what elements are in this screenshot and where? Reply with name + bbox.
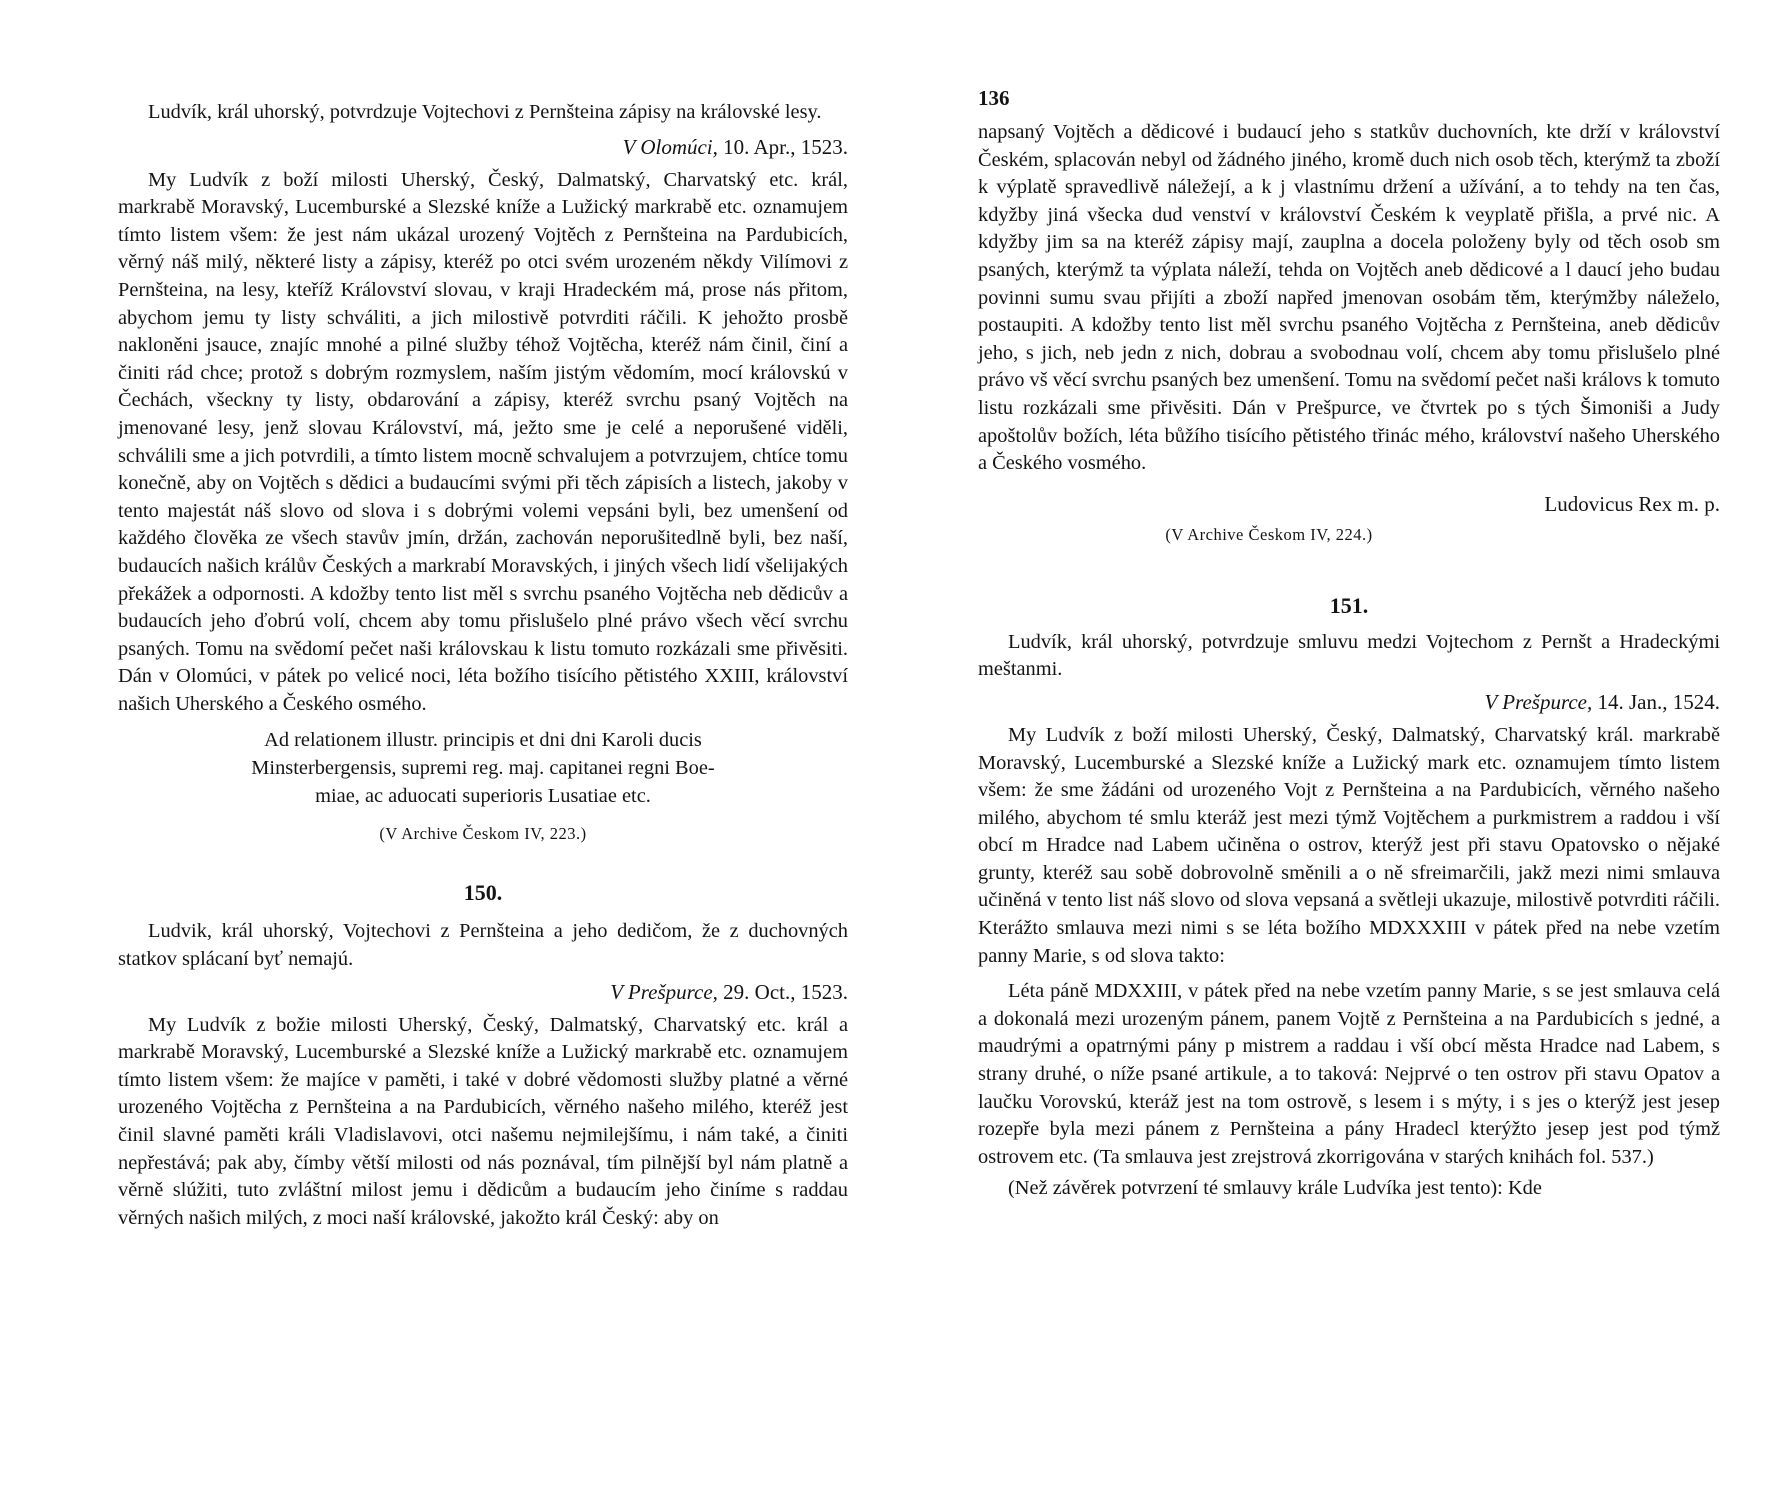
left-page: [118, 0, 848, 1232]
doc-149-dateline: [118, 133, 848, 161]
relatio-line-3: miae, ac aduocati superioris Lusatiae etc.: [315, 785, 651, 808]
doc-149-date: 10. Apr., 1523.: [723, 134, 848, 159]
doc-149-source: (V Archive Českom IV, 223.): [379, 824, 587, 844]
doc-149-heading: Ludvík, král uhorský, potvrdzuje Vojtechovi z Pernšteina zápisy na královské lesy.: [148, 101, 822, 123]
doc-150-source: (V Archive Českom IV, 224.): [1165, 524, 1373, 544]
doc-151-last-line: (Než závěrek potvrzení té smlauvy krále Ludvíka jest tento): Kde: [1008, 1177, 1542, 1200]
signature: Ludovicus Rex m. p.: [1544, 491, 1720, 516]
doc-151-number: 151.: [1329, 592, 1369, 618]
doc-150-body: My Ludvík z božie milosti Uherský, Český, Dalmatský, Charvatský etc. král a markrabě Moravský, Lucemburské a Slezské kníže a Lužický markrabě etc. oznamujem tímto listem všem: že majíce v paměti, i také v dobré vědomosti služby platné a věrné urozeného Vojtěcha z Pernšteina a na Pardubicích, věrného našeho milého, kteréž jest činil slavné paměti králi Vladislavovi, otci našemu nejmilejšímu, i nám také, a činiti nepřestává; pak aby, čímby větší milosti od nás poznával, tím pilnější byl nám platně a věrně slúžiti, tuto zvláštní milost jemu i dědicům a budaucím jeho činíme s raddau věrných našich milých, z moci naší královské, jakožto král Český: aby on: [118, 1013, 848, 1229]
doc-151-dateline: [978, 688, 1720, 716]
doc-151-quote: Léta páně MDXXIII, v pátek před na nebe vzetím panny Marie, s se jest smlauva celá a dokonalá mezi urozeným pánem, panem Vojtě z Pernšteina a na Pardubicích s jedné, a maudrými a opatrnými pány p mistrem a raddau i vší obcí města Hradce nad Labem, s strany druhé, o níže psané artikule, a to taková: Nejprvé o ten ostrov při stavu Opatov a laučku Vorovskú, kteráž jest na tom ostrově, s lesem i s mýty, i s jes o kterýž jest jesep rozepře byla mezi pánem z Pernšteina a pány Hradecl kterýžto jesep jest pod týmž ostrovem etc. (Ta smlauva jest zrejstrová zkorrigována v starých knihách fol. 537.): [978, 980, 1720, 1168]
doc-151-place: V Prešpurce,: [1484, 689, 1593, 714]
doc-151-heading: Ludvík, král uhorský, potvrdzuje smluvu medzi Vojtechom z Pernšt a Hradeckými meštanmi.: [978, 630, 1720, 681]
doc-150-place: V Prešpurce,: [610, 979, 718, 1004]
doc-149-body: My Ludvík z boží milosti Uherský, Český, Dalmatský, Charvatský etc. král, markrabě Moravský, Lucemburské a Slezské kníže a Lužický markrabě etc. oznamujem tímto listem všem: že jest nám ukázal urozený Vojtěch z Pernšteina na Pardubicích, věrný náš milý, některé listy a zápisy, kteréž po otci svém urozeném někdy Vilímovi z Pernšteina, na lesy, kteříž Království slovau, v kraji Hradeckém má, prose nás přitom, abychom jemu ty listy schváliti, a jich milostivě potvrditi ráčili. K jehožto prosbě nakloněni jsauce, znajíc mnohé a pilné služby téhož Vojtěcha, kteréž nám činil, činí a činiti rád chce; protož s dobrým rozmyslem, naším jistým vědomím, mocí královskú v Čechách, všeckny ty listy, obdarování a zápisy, kteréž svrchu psaný Vojtěch na jmenované lesy, jenž slovau Království, má, ježto sme je celé a neporušené viděli, schválili sme a jich potvrdili, a tímto listem mocně schvalujem a potvrzujem, chtíce tomu konečně, aby on Vojtěch s dědici a budaucími svými při těch zápisích a listech, jakoby v tento majestát náš slovo od slova i s dobrými volemi vepsáni byli, bez umenšení od každého člověka ze všech stavův jmín, držán, zachován neporušitedlně byli, bez naší, budaucích našich králův Českých a markrabí Moravských, i jiných všech lidí všelijakých překážek a odpornosti. A kdožby tento list měl s svrchu psaného Vojtěcha neb dědicův a budaucích jeho ďobrú volí, chcem aby tomu přislušelo plné právo všech věcí svrchu psaných. Tomu na svědomí pečet naši královskau k listu tomuto rozkázali sme přivěsiti. Dán v Olomúci, v pátek po velicé noci, léta božího tisícího pětistého XXIII, království našich Uherského a Českého osmého.: [118, 168, 848, 715]
doc-150-date: 29. Oct., 1523.: [723, 979, 848, 1004]
doc-151-body: My Ludvík z boží milosti Uherský, Český, Dalmatský, Charvatský král. markrabě Moravský, Lucemburské a Slezské kníže a Lužický mark etc. oznamujem tímto listem všem: že sme žádáni od urozeného Vojt z Pernšteina a na Pardubicích, věrného našeho milého, abychom té smlu kteráž jest mezi týmž Vojtěchem a purkmistrem a raddou i vší obcí m Hradce nad Labem učiněna o ostrov, kterýž jest při stavu Opatovsko o nějaké grunty, kteréž sau sobě dobrovolně směnili a o ně sfreimarčili, jakž mezi nimi smlauva učiněná v tento list náš slovo od slova vepsaná a světleji ukazuje, milostivě potvrditi ráčili. Kterážto smlauva mezi nimi s se léta božího MDXXXIII v pátek před na nebe vzetím panny Marie, s od slova takto:: [978, 723, 1720, 967]
doc-150-heading: Ludvik, král uhorský, Vojtechovi z Pernšteina a jeho dedičom, že z duchovných statkov splácaní byť nemajú.: [118, 920, 848, 971]
doc-149-place: V Olomúci,: [622, 134, 718, 159]
doc-150-dateline: [118, 978, 848, 1006]
relatio-line-2: Minsterbergensis, supremi reg. maj. capitanei regni Boe-: [251, 757, 715, 780]
relatio-line-1: Ad relationem illustr. principis et dni dni Karoli ducis: [264, 729, 702, 752]
doc-150-continuation: napsaný Vojtěch a dědicové i budaucí jeho s statkův duchovních, kte drží v království Českém, splacován nebyl od žádného jiného, kromě duch nich osob těch, kterýmž ta zboží k výplatě spravedlivě náležejí, a k j vlastnímu držení a užívání, a to tehdy na ten čas, kdyžby jiná všecka dud venství v království Českém k veyplatě přišla, a prvé nic. A kdyžby jim sa na kteréž zápisy mají, zauplna a docela položeny byly od těch osob sm psaných, kterýmž ta výplata náleží, tehda on Vojtěch aneb dědicové a l daucí jeho budau povinni sumu svau přijíti a zboží napřed jmenovan osobám těm, kterýmžby náleželo, postaupiti. A kdožby tento list měl svrchu psaného Vojtěcha z Pernšteina, aneb dědicův jeho, s jich, neb jedn z nich, dobrau a svobodnau volí, chcem aby tomu přislušelo plné právo vš věcí svrchu psaných bez umenšení. Tomu na svědomí pečet naši královs k tomuto listu rozkázali sme přivěsiti. Dán v Prešpurce, ve čtvrtek po s tých Šimoniši a Judy apoštolův božích, léta bůžího tisícího pětistého třinác mého, království našeho Uherského a Českého vosmého.: [978, 121, 1720, 475]
doc-150-number: 150.: [463, 880, 503, 906]
page-number: 136: [978, 86, 1010, 110]
doc-151-date: 14. Jan., 1524.: [1597, 689, 1720, 714]
right-page: [978, 0, 1720, 1203]
doc-149-relatio: [118, 726, 848, 810]
